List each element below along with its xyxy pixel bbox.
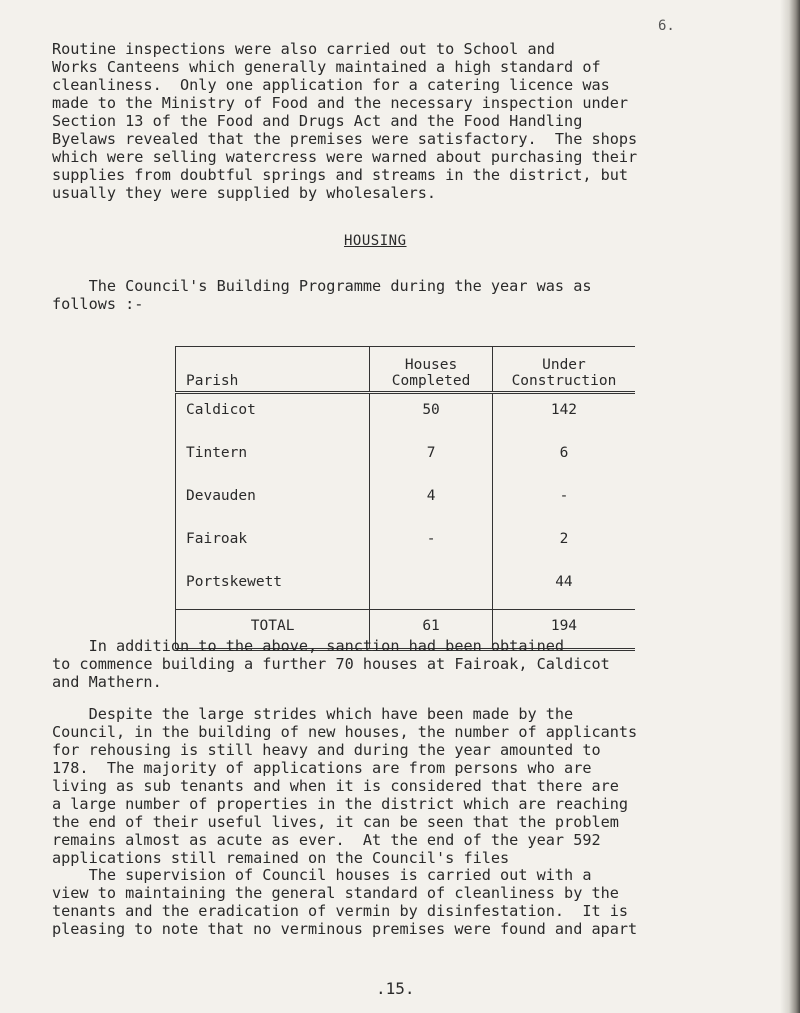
- cell-completed: 7: [370, 437, 493, 480]
- table-row: [176, 437, 636, 480]
- paragraph-council-houses-supervision: The supervision of Council houses is carried out with a view to maintaining the general standard of cleanliness by the tenants and the eradication of vermin by disinfestation. It is pleasing to note that no verminous premises were found and apart: [52, 866, 638, 938]
- cell-under-construction: 2: [492, 523, 635, 566]
- paragraph-building-programme: The Council's Building Programme during the year was as follows :-: [52, 277, 592, 313]
- cell-under-construction: 44: [492, 566, 635, 610]
- cell-completed: 50: [370, 393, 493, 438]
- table-row: [176, 393, 636, 438]
- table-row: [176, 566, 636, 610]
- housing-table: [175, 346, 635, 651]
- cell-parish: Caldicot: [176, 393, 370, 438]
- table-row: [176, 480, 636, 523]
- cell-under-construction: 6: [492, 437, 635, 480]
- cell-under-construction: -: [492, 480, 635, 523]
- paragraph-rehousing-applications: Despite the large strides which have been made by the Council, in the building of new houses, the number of applicants for rehousing is still heavy and during the year amounted to 178. The majority of applications are from persons who are living as sub tenants and when it is considered that there are a large number of properties in the district which are reaching the end of their useful lives, it can be seen that the problem remains almost as acute as ever. At the end of the year 592 applications still remained on the Council's files: [52, 705, 638, 867]
- cell-parish: Tintern: [176, 437, 370, 480]
- header-houses-completed: Houses Completed: [370, 347, 493, 393]
- cell-parish: Devauden: [176, 480, 370, 523]
- paragraph-food-inspections: Routine inspections were also carried out to School and Works Canteens which generally maintained a high standard of cleanliness. Only one application for a catering licence was made to the Ministry of Food and the necessary inspection under Section 13 of the Food and Drugs Act and the Food Handling Byelaws revealed that the premises were satisfactory. The shops which were selling watercress were warned about purchasing their supplies from doubtful springs and streams in the district, but usually they were supplied by wholesalers.: [52, 40, 638, 202]
- total-under-construction: 194: [492, 610, 635, 650]
- page-number: .15.: [376, 979, 415, 998]
- cell-completed: 4: [370, 480, 493, 523]
- table-row: [176, 523, 636, 566]
- page-mark: 6.: [658, 18, 675, 34]
- header-parish: Parish: [176, 347, 370, 393]
- page-edge-shadow: [780, 0, 800, 1013]
- header-under-construction: Under Construction: [492, 347, 635, 393]
- cell-parish: Fairoak: [176, 523, 370, 566]
- table-header-row: [176, 347, 636, 393]
- cell-completed: [370, 566, 493, 610]
- paragraph-sanction: In addition to the above, sanction had been obtained to commence building a further 70 houses at Fairoak, Caldicot and Mathern.: [52, 637, 610, 691]
- cell-under-construction: 142: [492, 393, 635, 438]
- total-label: TOTAL: [176, 610, 370, 650]
- cell-completed: -: [370, 523, 493, 566]
- cell-parish: Portskewett: [176, 566, 370, 610]
- total-completed: 61: [370, 610, 493, 650]
- section-heading-housing: HOUSING: [344, 233, 407, 249]
